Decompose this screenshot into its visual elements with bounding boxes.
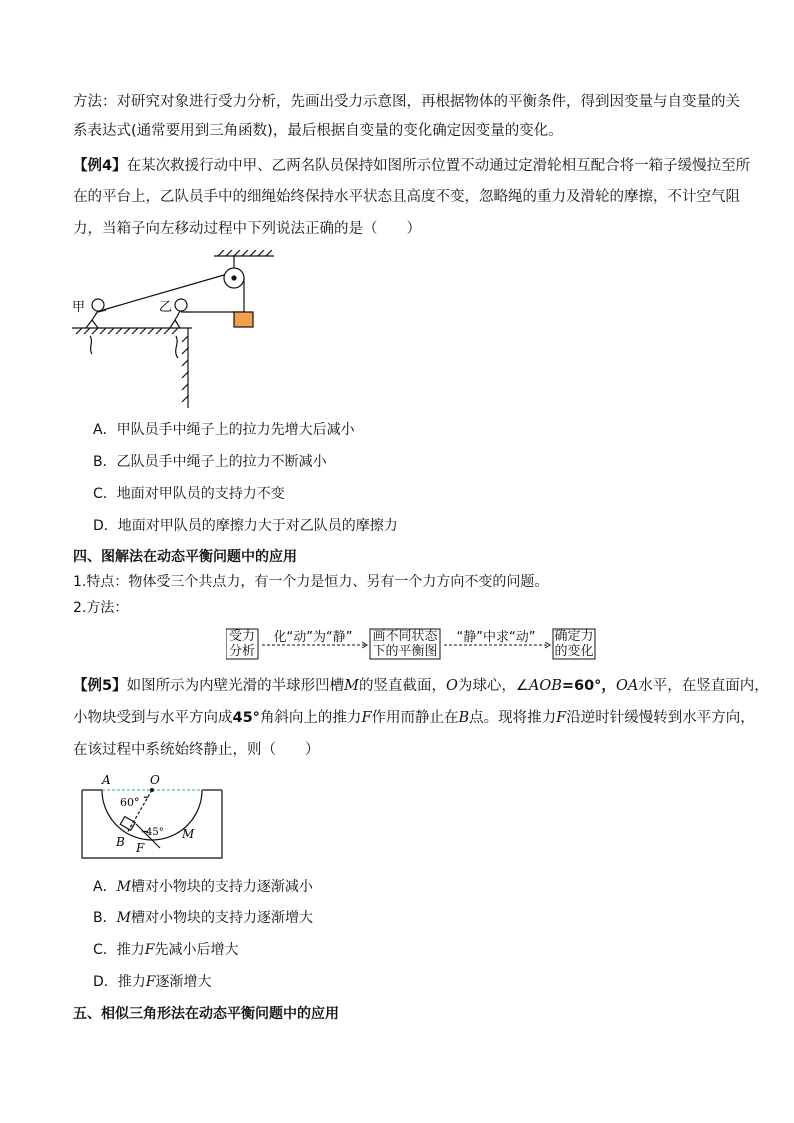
example4-text-1: 在某次救援行动中甲、乙两名队员保持如图所示位置不动通过定滑轮相互配合将一箱子缓慢拉至所 bbox=[126, 158, 751, 174]
flow-box-force-analysis bbox=[226, 629, 258, 659]
example4-line-3: 力，当箱子向左移动过程中下列说法正确的是（ ） bbox=[73, 221, 421, 237]
example5-bowl-figure bbox=[78, 772, 226, 862]
example5-option-b-var: M bbox=[116, 910, 131, 926]
flow-box1-line1: 受力 bbox=[228, 629, 255, 644]
example5-option-a bbox=[93, 877, 313, 897]
example5-var-O: O bbox=[445, 678, 458, 694]
example5-option-d-pre: D．推力 bbox=[93, 974, 146, 990]
section5-heading: 五、相似三角形法在动态平衡问题中的应用 bbox=[73, 1006, 339, 1022]
example5-option-c bbox=[93, 940, 239, 960]
example5-option-a-post: 槽对小物块的支持力逐渐减小 bbox=[130, 879, 313, 895]
example4-label-yi: 乙 bbox=[159, 300, 173, 315]
example4-pulley-figure bbox=[68, 250, 288, 412]
example5-line-2 bbox=[73, 708, 755, 728]
example5-text-2e: 沿逆时针缓慢转到水平方向， bbox=[566, 710, 755, 726]
example5-option-c-pre: C．推力 bbox=[93, 942, 145, 958]
example4-line-1 bbox=[73, 156, 750, 176]
example5-text-1c: 为球心，∠ bbox=[457, 678, 529, 694]
flow-box-equilibrium-diagrams bbox=[370, 629, 440, 659]
example5-option-d-var: F bbox=[145, 974, 156, 990]
example4-label-jia: 甲 bbox=[72, 300, 86, 315]
example4-line-2: 在的平台上，乙队员手中的细绳始终保持水平状态且高度不变，忽略绳的重力及滑轮的摩擦，不计空气阻 bbox=[73, 189, 740, 205]
example5-option-c-post: 先减小后增大 bbox=[154, 942, 239, 958]
section4-point-2: 2.方法： bbox=[73, 600, 129, 616]
example5-var-M: M bbox=[344, 678, 359, 694]
example5-label-45deg: 45° bbox=[146, 827, 164, 838]
flow-box-determine-change bbox=[553, 629, 595, 659]
flow-arrow1-label: 化“动”为“静” bbox=[273, 630, 353, 645]
flow-box3-line1: 确定力 bbox=[554, 629, 594, 644]
example5-text-2b: 角斜向上的推力 bbox=[259, 710, 362, 726]
method-flow-diagram bbox=[226, 628, 606, 660]
flow-box2-line2: 下的平衡图 bbox=[372, 644, 438, 659]
section4-heading: 四、图解法在动态平衡问题中的应用 bbox=[73, 549, 297, 565]
example4-option-d: D．地面对甲队员的摩擦力大于对乙队员的摩擦力 bbox=[93, 518, 398, 534]
example5-label-A: A bbox=[102, 773, 111, 787]
flow-box3-line2: 的变化 bbox=[554, 644, 594, 659]
example4-box bbox=[234, 312, 253, 327]
example5-option-b-post: 槽对小物块的支持力逐渐增大 bbox=[130, 910, 313, 926]
example5-label-O: O bbox=[150, 773, 160, 787]
example5-label-B: B bbox=[116, 835, 125, 849]
example5-text-1d: =60°， bbox=[561, 678, 616, 694]
example5-text-2c: 作用而静止在 bbox=[371, 710, 459, 726]
example5-option-a-var: M bbox=[116, 879, 131, 895]
example5-var-F: F bbox=[361, 710, 372, 726]
flow-box1-line2: 分析 bbox=[228, 644, 255, 659]
example5-option-d-post: 逐渐增大 bbox=[155, 974, 212, 990]
flow-box2-line1: 画不同状态 bbox=[372, 629, 438, 644]
example5-text-2a: 小物块受到与水平方向成 bbox=[73, 710, 233, 726]
example5-label-M: M bbox=[182, 827, 195, 841]
example5-option-a-pre: A． bbox=[93, 879, 117, 895]
example4-option-b: B．乙队员手中绳子上的拉力不断减小 bbox=[93, 454, 327, 470]
example5-angle-45: 45° bbox=[232, 710, 260, 726]
example5-text-2d: 点。现将推力 bbox=[469, 710, 557, 726]
example5-option-c-var: F bbox=[144, 942, 155, 958]
example5-var-F-2: F bbox=[556, 710, 567, 726]
method-line-2: 系表达式(通常要用到三角函数)，最后根据自变量的变化确定因变量的变化。 bbox=[73, 123, 563, 139]
example4-option-a: A．甲队员手中绳子上的拉力先增大后减小 bbox=[93, 422, 355, 438]
example5-option-b bbox=[93, 908, 313, 928]
example5-text-1e: 水平，在竖直面内， bbox=[638, 678, 769, 694]
example5-text-1a: 如图所示为内壁光滑的半球形凹槽 bbox=[126, 678, 345, 694]
example5-option-d bbox=[93, 972, 212, 992]
example5-tag: 【例5】 bbox=[73, 678, 127, 694]
example5-var-B: B bbox=[458, 710, 470, 726]
example4-option-c: C．地面对甲队员的支持力不变 bbox=[93, 486, 285, 502]
example5-option-b-pre: B． bbox=[93, 910, 117, 926]
example4-tag: 【例4】 bbox=[73, 158, 127, 174]
example5-line-3: 在该过程中系统始终静止，则（ ） bbox=[73, 742, 320, 758]
example5-var-OA: OA bbox=[615, 678, 639, 694]
flow-arrow2-label: “静”中求“动” bbox=[456, 630, 536, 645]
section4-point-1: 1.特点：物体受三个共点力，有一个力是恒力、另有一个力方向不变的问题。 bbox=[73, 574, 549, 590]
method-line-1: 方法：对研究对象进行受力分析，先画出受力示意图，再根据物体的平衡条件，得到因变量与自变量的关 bbox=[73, 94, 740, 110]
example5-line-1 bbox=[73, 676, 769, 696]
example5-label-60deg: 60° bbox=[120, 796, 140, 809]
example5-text-1b: 的竖直截面， bbox=[358, 678, 446, 694]
example5-label-F: F bbox=[136, 841, 145, 855]
example5-var-AOB: AOB bbox=[528, 678, 562, 694]
